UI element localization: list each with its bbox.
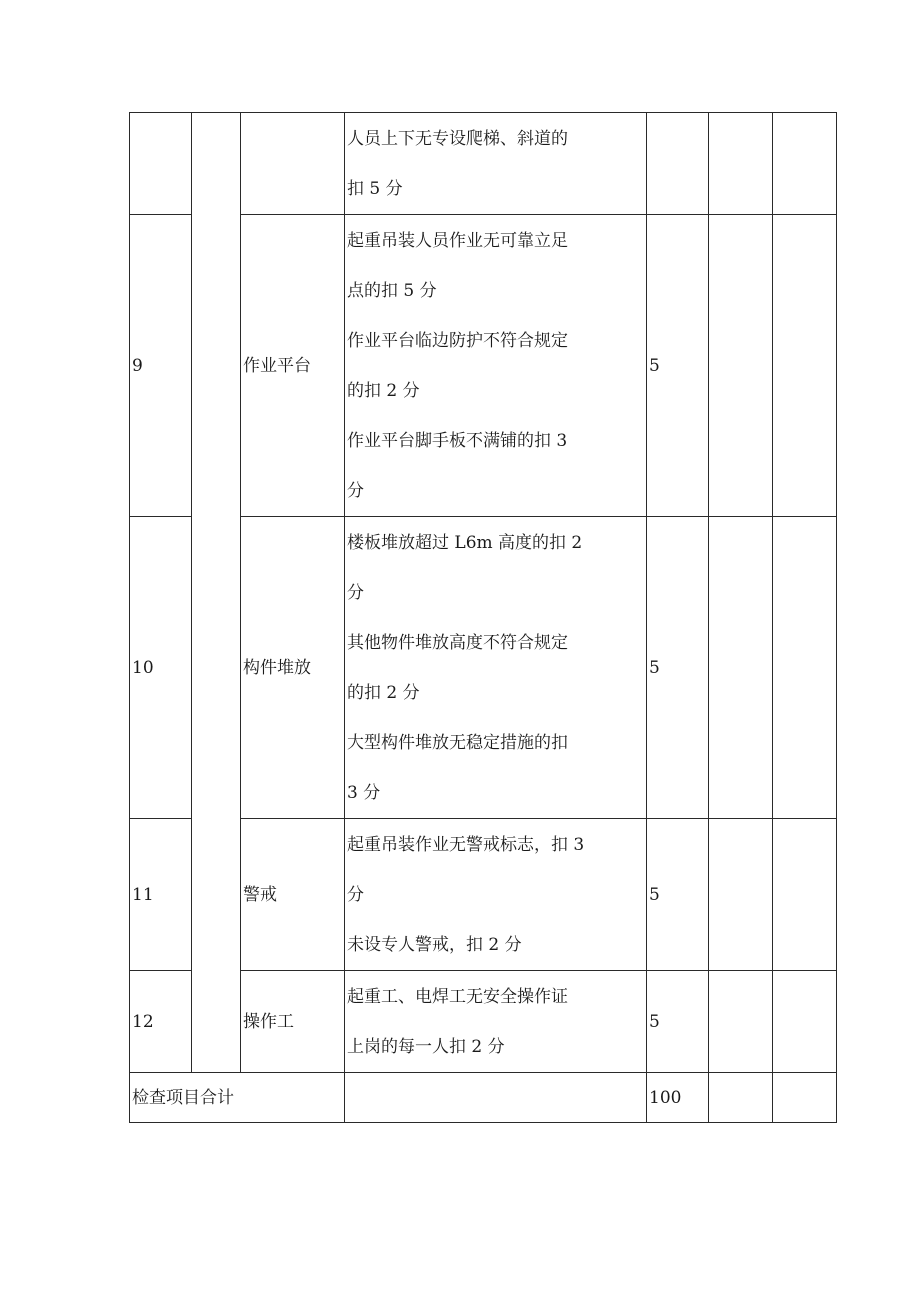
total-score: 100 [647, 1073, 709, 1123]
criteria-line: 起重吊装人员作业无可靠立足 [347, 231, 568, 251]
item-name: 作业平台 [241, 215, 345, 517]
criteria-line: 起重工、电焊工无安全操作证 [347, 987, 568, 1007]
total-deducted-cell [709, 1073, 773, 1123]
item-score: 5 [647, 819, 709, 971]
criteria-line: 作业平台临边防护不符合规定 [347, 331, 568, 351]
deduction-criteria [345, 517, 647, 819]
deduction-criteria [345, 113, 647, 215]
criteria-line: 的扣 2 分 [347, 381, 420, 401]
total-row [130, 1073, 837, 1123]
item-number: 10 [130, 517, 192, 819]
item-name [241, 113, 345, 215]
item-score [647, 113, 709, 215]
criteria-line: 作业平台脚手板不满铺的扣 3 [347, 431, 568, 451]
item-number [130, 113, 192, 215]
item-name: 构件堆放 [241, 517, 345, 819]
item-number: 12 [130, 971, 192, 1073]
total-actual-cell [773, 1073, 837, 1123]
criteria-line: 起重吊装作业无警戒标志，扣 3 [347, 835, 585, 855]
item-name: 操作工 [241, 971, 345, 1073]
criteria-line: 的扣 2 分 [347, 683, 420, 703]
criteria-line: 分 [347, 583, 364, 603]
item-number: 9 [130, 215, 192, 517]
deducted-cell [709, 971, 773, 1073]
deducted-cell [709, 215, 773, 517]
total-label: 检查项目合计 [130, 1073, 345, 1123]
actual-score-cell [773, 819, 837, 971]
deducted-cell [709, 819, 773, 971]
actual-score-cell [773, 971, 837, 1073]
actual-score-cell [773, 113, 837, 215]
inspection-table [129, 112, 837, 1123]
item-score: 5 [647, 517, 709, 819]
item-score: 5 [647, 971, 709, 1073]
criteria-line: 分 [347, 481, 364, 501]
total-criteria-cell [345, 1073, 647, 1123]
item-name: 警戒 [241, 819, 345, 971]
actual-score-cell [773, 215, 837, 517]
criteria-line: 点的扣 5 分 [347, 281, 437, 301]
actual-score-cell [773, 517, 837, 819]
item-number: 11 [130, 819, 192, 971]
criteria-line: 扣 5 分 [347, 179, 403, 199]
table-row [130, 113, 837, 215]
deduction-criteria [345, 819, 647, 971]
deducted-cell [709, 517, 773, 819]
criteria-line: 3 分 [347, 783, 381, 803]
criteria-line: 大型构件堆放无稳定措施的扣 [347, 733, 568, 753]
deduction-criteria [345, 215, 647, 517]
criteria-line: 上岗的每一人扣 2 分 [347, 1037, 505, 1057]
criteria-line: 人员上下无专设爬梯、斜道的 [347, 129, 568, 149]
deduction-criteria [345, 971, 647, 1073]
criteria-line: 楼板堆放超过 L6m 高度的扣 2 [347, 533, 583, 553]
criteria-line: 分 [347, 885, 364, 905]
deducted-cell [709, 113, 773, 215]
criteria-line: 未设专人警戒，扣 2 分 [347, 935, 522, 955]
group-cell [192, 113, 241, 1073]
item-score: 5 [647, 215, 709, 517]
criteria-line: 其他物件堆放高度不符合规定 [347, 633, 568, 653]
